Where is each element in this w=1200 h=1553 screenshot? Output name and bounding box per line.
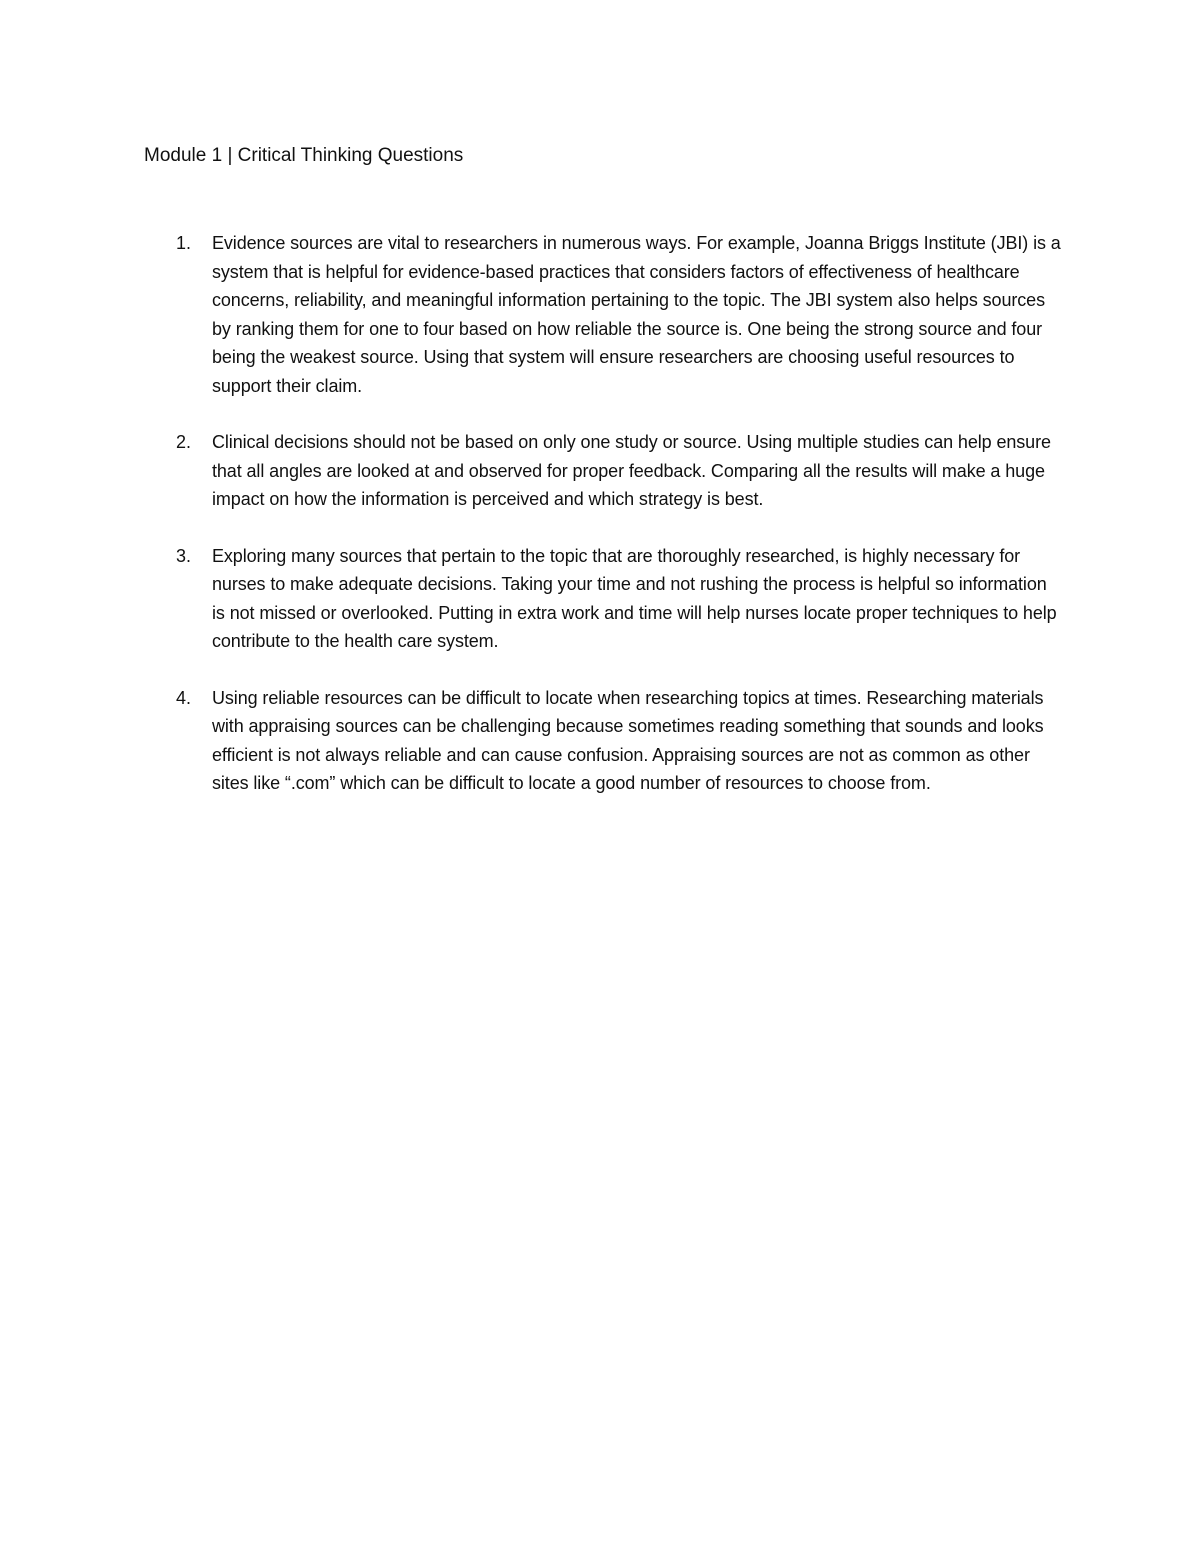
question-list <box>144 229 1064 826</box>
document-title: Module 1 | Critical Thinking Questions <box>144 145 464 166</box>
question-item-2 <box>144 428 1064 514</box>
question-text: Exploring many sources that pertain to the topic that are thoroughly researched, is highly necessary for nurses to make adequate decisions. Taking your time and not rushing the process is helpful so information is not missed or overlooked. Putting in extra work and time will help nurses locate proper techniques to help contribute to the health care system. <box>212 545 1057 651</box>
question-number: 2. <box>176 432 192 452</box>
question-item-3 <box>144 542 1064 656</box>
question-item-4 <box>144 684 1064 798</box>
question-item-1 <box>144 229 1064 400</box>
question-number: 1. <box>176 233 192 253</box>
question-text: Using reliable resources can be difficult to locate when researching topics at times. Researching materials with appraising sources can be challenging because sometimes reading something that sounds and looks efficient is not always reliable and can cause confusion. Appraising sources are not as common as other sites like “.com” which can be difficult to locate a good number of resources to choose from. <box>212 687 1044 793</box>
question-number: 3. <box>176 545 192 566</box>
question-text: Evidence sources are vital to researchers in numerous ways. For example, Joanna Briggs Institute (JBI) is a system that is helpful for evidence-based practices that considers factors of effectiveness of healthcare concerns, reliability, and meaningful information pertaining to the topic. The JBI system also helps sources by ranking them for one to four based on how reliable the source is. One being the strong source and four being the weakest source. Using that system will ensure researchers are choosing useful resources to support their claim. <box>212 233 1061 396</box>
question-text: Clinical decisions should not be based on only one study or source. Using multiple studies can help ensure that all angles are looked at and observed for proper feedback. Comparing all the results will make a huge impact on how the information is perceived and which strategy is best. <box>212 432 1051 509</box>
question-number: 4. <box>176 687 192 708</box>
